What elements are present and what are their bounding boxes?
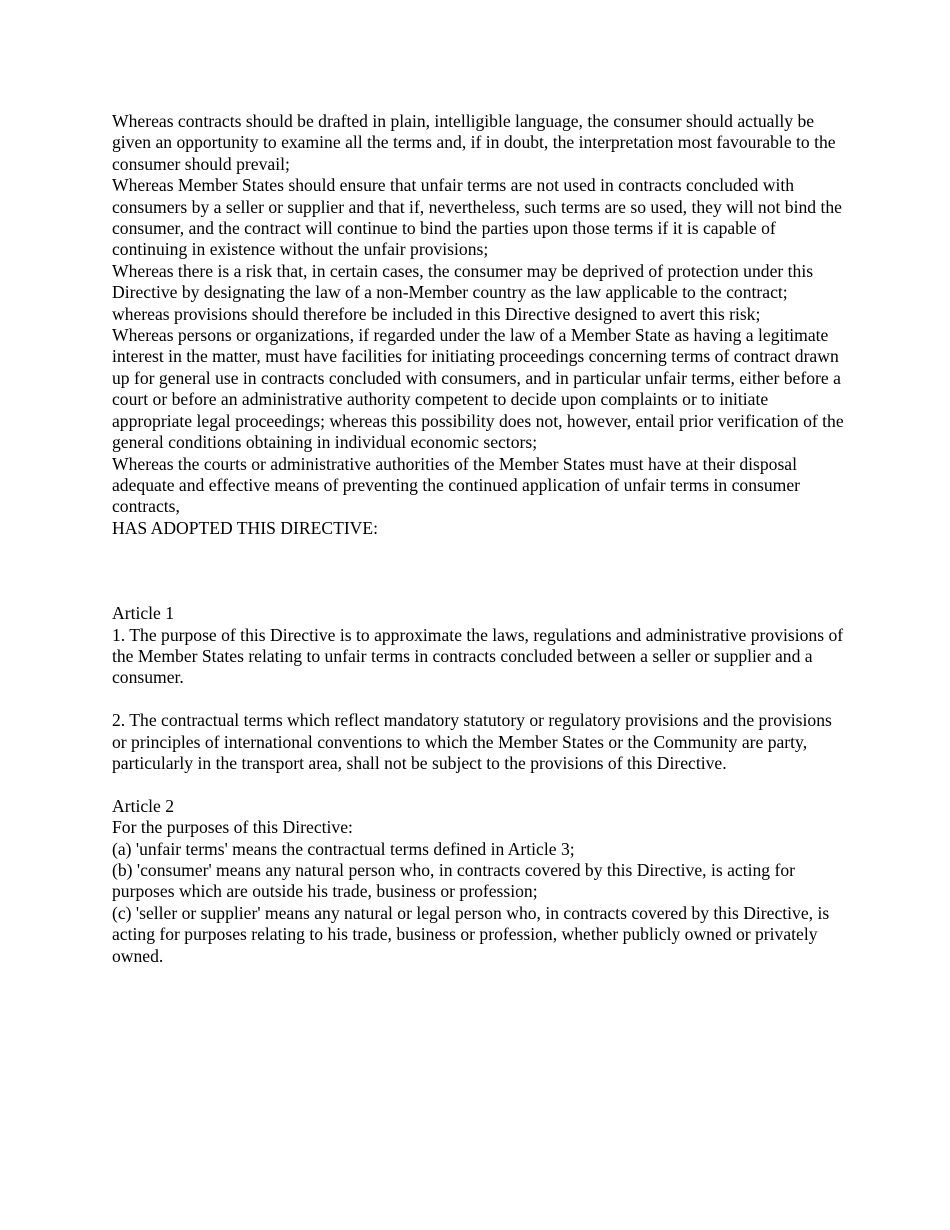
article-2-heading: Article 2 bbox=[112, 795, 175, 816]
article-1-paragraph-2: 2. The contractual terms which reflect mandatory statutory or regulatory provisions and the provisions or principles of international conventions to which the Member States or the Community are party, particularly in the transport area, shall not be subject to the provisions of this Directive. bbox=[112, 710, 832, 773]
recital-paragraph: Whereas Member States should ensure that unfair terms are not used in contracts concluded with consumers by a seller or supplier and that if, nevertheless, such terms are so used, they will not bind the consumer, and the contract will continue to bind the parties upon those terms if it is capable of continuing in existence without the unfair provisions; bbox=[112, 175, 842, 260]
article-1-heading: Article 1 bbox=[112, 603, 175, 624]
article-2-item-c: (c) 'seller or supplier' means any natural or legal person who, in contracts covered by this Directive, is acting for purposes relating to his trade, business or profession, whether publicly owned or privately owned. bbox=[112, 902, 830, 966]
recital-paragraph: Whereas the courts or administrative authorities of the Member States must have at their disposal adequate and effective means of preventing the continued application of unfair terms in consumer contracts, bbox=[112, 453, 801, 517]
paragraph-spacer bbox=[112, 774, 848, 795]
recital-paragraph: Whereas there is a risk that, in certain cases, the consumer may be deprived of protection under this Directive by designating the law of a non-Member country as the law applicable to the contract; whereas provisions should therefore be included in this Directive designed to avert this risk; bbox=[112, 260, 814, 324]
article-1-paragraph-1: 1. The purpose of this Directive is to approximate the laws, regulations and administrative provisions of the Member States relating to unfair terms in contracts concluded between a seller or supplier and a consumer. bbox=[112, 624, 844, 688]
adoption-statement: HAS ADOPTED THIS DIRECTIVE: bbox=[112, 517, 379, 538]
paragraph-spacer bbox=[112, 689, 848, 710]
article-2-intro: For the purposes of this Directive: bbox=[112, 817, 353, 838]
document-page bbox=[112, 111, 848, 967]
section-spacer bbox=[112, 539, 848, 603]
recital-paragraph: Whereas persons or organizations, if regarded under the law of a Member State as having a legitimate interest in the matter, must have facilities for initiating proceedings concerning terms of contract drawn up for general use in contracts concluded with consumers, and in particular unfair terms, either before a court or before an administrative authority competent to decide upon complaints or to initiate appropriate legal proceedings; whereas this possibility does not, however, entail prior verification of the general conditions obtaining in individual economic sectors; bbox=[112, 325, 844, 453]
article-2-item-b: (b) 'consumer' means any natural person who, in contracts covered by this Directive, is acting for purposes which are outside his trade, business or profession; bbox=[112, 859, 795, 902]
article-2-item-a: (a) 'unfair terms' means the contractual terms defined in Article 3; bbox=[112, 838, 575, 859]
recital-paragraph: Whereas contracts should be drafted in plain, intelligible language, the consumer should actually be given an opportunity to examine all the terms and, if in doubt, the interpretation most favourable to the consumer should prevail; bbox=[112, 111, 836, 174]
